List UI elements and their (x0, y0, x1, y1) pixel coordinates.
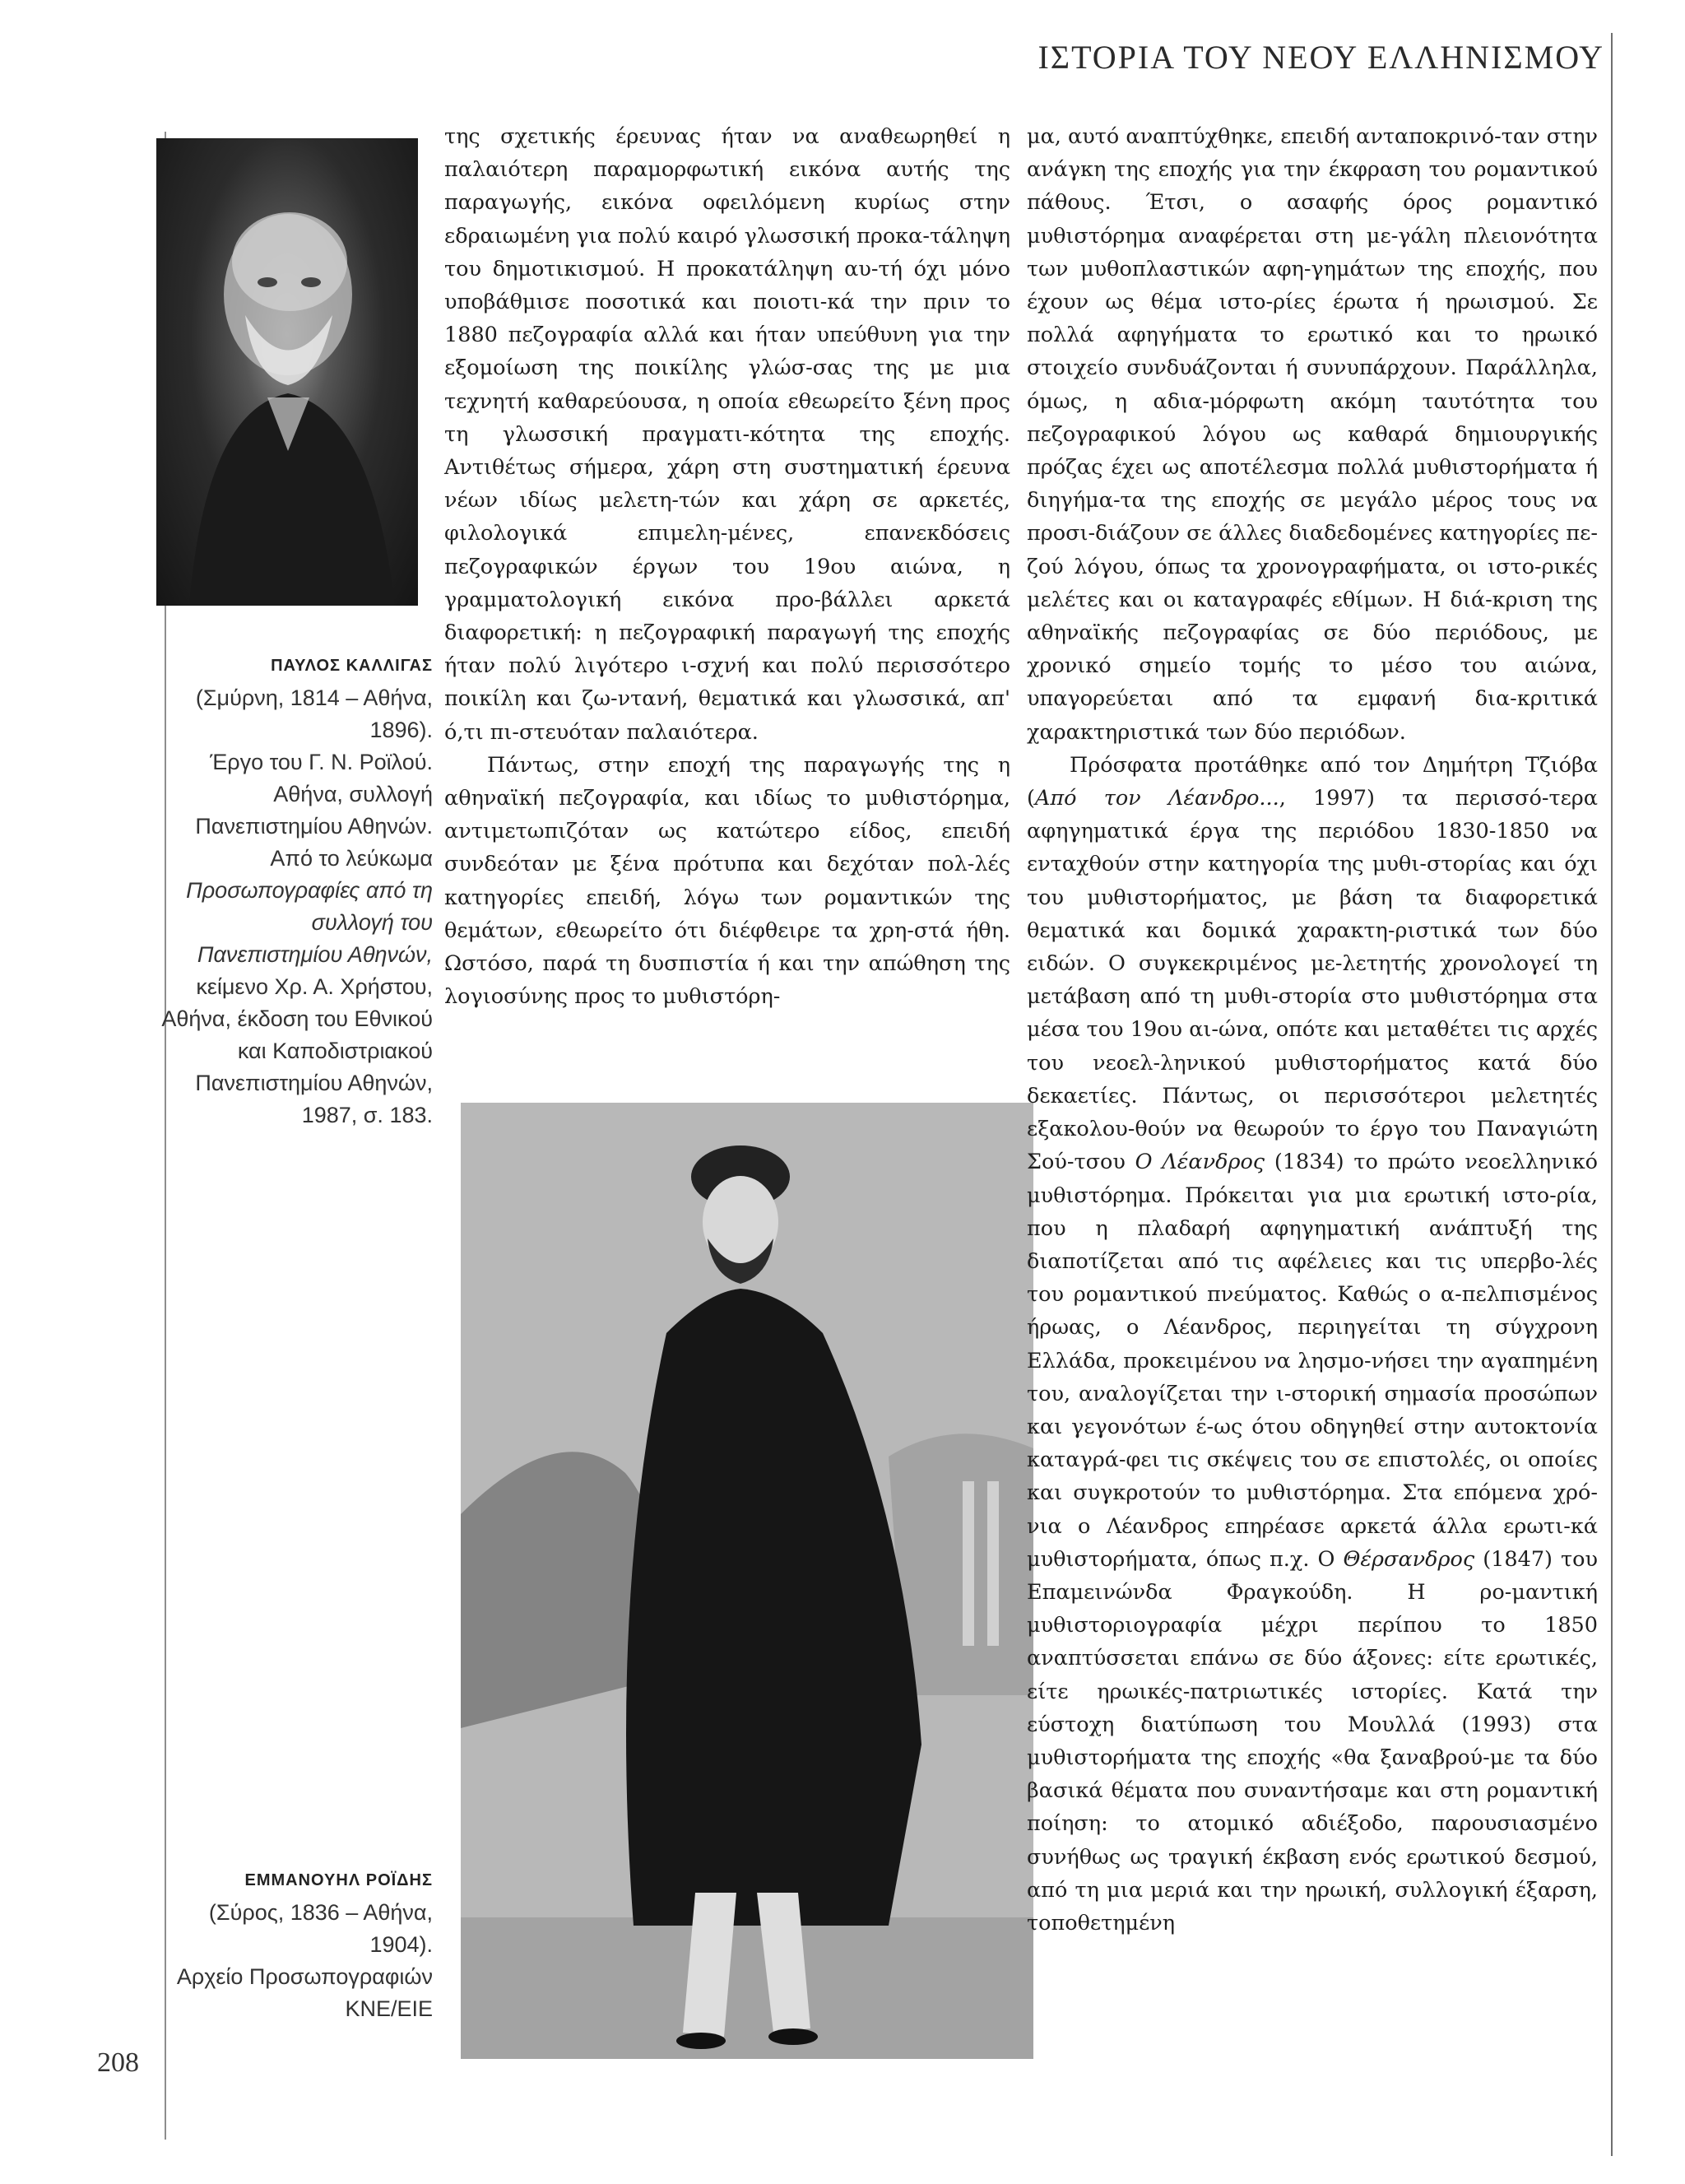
body-column-right (1027, 120, 1598, 1940)
paragraph-mid-2: Πάντως, στην εποχή της παραγωγής της η αθηναϊκή πεζογραφία, και ιδίως το μυθιστόρημα, αντιμετωπιζόταν ως κατώτερο είδος, επειδή συνδεόταν με ξένα πρότυπα και δεχόταν πολ-λές κατηγορίες επειδή, λόγω των ρομαντικών της θεμάτων, εθεωρείτο ότι διέφθειρε τα χρη-στά ήθη. Ωστόσο, παρά τη δυσπιστία ή και την απώθηση της λογιοσύνης προς το μυθιστόρη- (444, 752, 1010, 1010)
body-column-middle (444, 120, 1010, 1013)
book-title-apo-ton-leandro: Από τον Λέανδρο... (1034, 786, 1279, 811)
paragraph-right-2-part-c: (1834) το πρώτο νεοελληνικό μυθιστόρημα. Πρόκειται για μια ερωτική ιστο-ρία, που η πλαδαρή αφηγηματική ανάπτυξή της διαποτίζεται από τις αφέλειες και τις υπερβο-λές του ρομαντικού πνεύματος. Καθώς ο α-πελπισμένος ήρωας, ο Λέανδρος, περιηγείται τη σύγχρονη Ελλάδα, προκειμένου να λησμο-νήσει την αγαπημένη του, αναλογίζεται την ι-στορική σημασία προσώπων και γεγονότων έ-ως ότου οδηγηθεί στην αυτοκτονία καταγρά-φει τις σκέψεις του σε επιστολές, οι οποίες και συγκροτούν το μυθιστόρημα. Στα επόμενα χρό-νια ο Λέανδρος επηρέασε αρκετά άλλα ερωτι-κά μυθιστορήματα, όπως π.χ. Ο (1027, 1150, 1598, 1572)
paragraph-right-2-part-b: , 1997) τα περισσό-τερα αφηγηματικά έργα της περιόδου 1830-1850 να ενταχθούν στην κατηγορία της μυθι-στορίας και όχι του μυθιστορήματος, με βάση τα διαφορετικά θεματικά και δομικά χαρακτη-ριστικά των δύο ειδών. Ο συγκεκριμένος με-λετητής χρονολογεί τη μετάβαση από τη μυθι-στορία στο μυθιστόρημα στα μέσα του 19ου αι-ώνα, οπότε και μεταθέτει τις αρχές του νεοελ-ληνικού μυθιστορήματος κατά δύο δεκαετίες. Πάντως, οι περισσότεροι μελετητές εξακολου-θούν να θεωρούν το έργο του Παναγιώτη Σού-τσου (1027, 786, 1598, 1175)
caption-roidis-dates: (Σύρος, 1836 – Αθήνα, 1904). (208, 1900, 433, 1957)
page-number: 208 (97, 2047, 139, 2078)
caption-kalligas-location: Αθήνα, συλλογή Πανεπιστημίου Αθηνών. (195, 782, 433, 839)
paragraph-right-2-part-d: (1847) του Επαμεινώνδα Φραγκούδη. Η ρο-μαντική μυθιστοριογραφία μέχρι περίπου το 1850 αναπτύσσεται επάνω σε δύο άξονες: είτε ερωτικές, είτε ηρωικές-πατριωτικές ιστορίες. Κατά την εύστοχη διατύπωση του Μουλλά (1993) στα μυθιστορήματα της εποχής «θα ξαναβρού-με τα δύο βασικά θέματα που συναντήσαμε και στη ρομαντική ποίηση: το ατομικό αδιέξοδο, παρουσιασμένο συνήθως ως τραγική έκβαση ενός ερωτικού δεσμού, από τη μια μεριά και την ηρωική, συλλογική έξαρση, τοποθετημένη (1027, 1546, 1598, 1935)
caption-kalligas-source-rest: κείμενο Χρ. Α. Χρήστου, Αθήνα, έκδοση του Εθνικού και Καποδιστριακού Πανεπιστημίου Αθηνών, 1987, σ. 183. (161, 974, 433, 1127)
photo-roidis-drawing (461, 1103, 1033, 2059)
running-header: ΙΣΤΟΡΙΑ ΤΟΥ ΝΕΟΥ ΕΛΛΗΝΙΣΜΟΥ (1037, 39, 1604, 76)
caption-roidis-name: ΕΜΜΑΝΟΥΗΛ ΡΟΪΔΗΣ (244, 1871, 433, 1889)
photo-roidis-image (461, 1103, 1033, 2059)
caption-kalligas-dates: (Σμύρνη, 1814 – Αθήνα, 1896). (195, 685, 433, 742)
paragraph-right-1: μα, αυτό αναπτύχθηκε, επειδή ανταποκρινό-ταν στην ανάγκη της εποχής για την έκφραση του ρομαντικού πάθους. Έτσι, ο ασαφής όρος ρομαντικό μυθιστόρημα αναφέρεται στη με-γάλη πλειονότητα των μυθοπλαστικών αφη-γημάτων της εποχής, που έχουν ως θέμα ιστο-ρίες έρωτα ή ηρωισμού. Σε πολλά αφηγήματα το ερωτικό και το ηρωικό στοιχείο συνδυάζονται ή συνυπάρχουν. Παράλληλα, όμως, η αδια-μόρφωτη ακόμη ταυτότητα του πεζογραφικού λόγου ως καθαρά δημιουργικής πρόζας έχει ως αποτέλεσμα πολλά μυθιστορήματα ή διηγήμα-τα της εποχής σε μεγάλο μέρος τους να προσι-διάζουν σε άλλες διαδεδομένες κατηγορίες πε-ζού λόγου, όπως τα χρονογραφήματα, οι ιστο-ρικές μελέτες και οι καταγραφές εθίμων. Η διά-κριση της αθηναϊκής πεζογραφίας σε δύο περιόδους, με χρονικό σημείο τομής το μέσο του αιώνα, υπαγορεύεται από τα εμφανή δια-κριτικά χαρακτηριστικά των δύο περιόδων. (1027, 124, 1598, 745)
caption-roidis (161, 1865, 433, 2025)
paragraph-mid-1: της σχετικής έρευνας ήταν να αναθεωρηθεί η παλαιότερη παραμορφωτική εικόνα αυτής της παραγωγής, εικόνα οφειλόμενη κυρίως στην εδραιωμένη για πολύ καιρό γλωσσική προκα-τάληψη του δημοτικισμού. Η προκατάληψη αυ-τή όχι μόνο υποβάθμισε ποσοτικά και ποιοτι-κά την πριν το 1880 πεζογραφία αλλά και ήταν υπεύθυνη για την εξομοίωση της ποικίλης γλώσ-σας της με μια τεχνητή καθαρεύουσα, η οποία εθεωρείτο ξένη προς τη γλωσσική πραγματι-κότητα της εποχής. Αντιθέτως σήμερα, χάρη στη συστηματική έρευνα νέων ιδίως μελετη-τών και χάρη σε αρκετές, φιλολογικά επιμελη-μένες, επανεκδόσεις πεζογραφικών έργων του 19ου αιώνα, η γραμματολογική εικόνα προ-βάλλει αρκετά διαφορετική: η πεζογραφική παραγωγή της εποχής ήταν πολύ λιγότερο ι-σχνή και πολύ περισσότερο ποικίλη και ζω-ντανή, θεματικά και γλωσσικά, απ' ό,τι πι-στευόταν παλαιότερα. (444, 124, 1010, 745)
vertical-rule-right (1611, 33, 1613, 2156)
book-title-thersandros: Θέρσανδρος (1343, 1546, 1475, 1572)
paragraph-right-2 (1027, 749, 1598, 1940)
caption-kalligas-name: ΠΑΥΛΟΣ ΚΑΛΛΙΓΑΣ (271, 657, 433, 675)
paragraph-right-2-part-a: Πρόσφατα προτάθηκε από τον Δημήτρη Τζιόβα ( (1027, 752, 1598, 811)
caption-kalligas-source-prefix: Από το λεύκωμα (270, 846, 433, 871)
caption-kalligas (161, 650, 433, 1131)
portrait-kalligas-image (156, 138, 418, 606)
book-title-o-leandros: Ο Λέανδρος (1135, 1150, 1265, 1175)
caption-kalligas-work: Έργο του Γ. Ν. Ροϊλού. (210, 750, 433, 774)
caption-kalligas-album-title: Προσωπογραφίες από τη συλλογή του Πανεπιστημίου Αθηνών, (186, 878, 433, 967)
portrait-kalligas-drawing (156, 138, 418, 606)
caption-roidis-archive: Αρχείο Προσωπογραφιών ΚΝΕ/ΕΙΕ (176, 1964, 433, 2021)
